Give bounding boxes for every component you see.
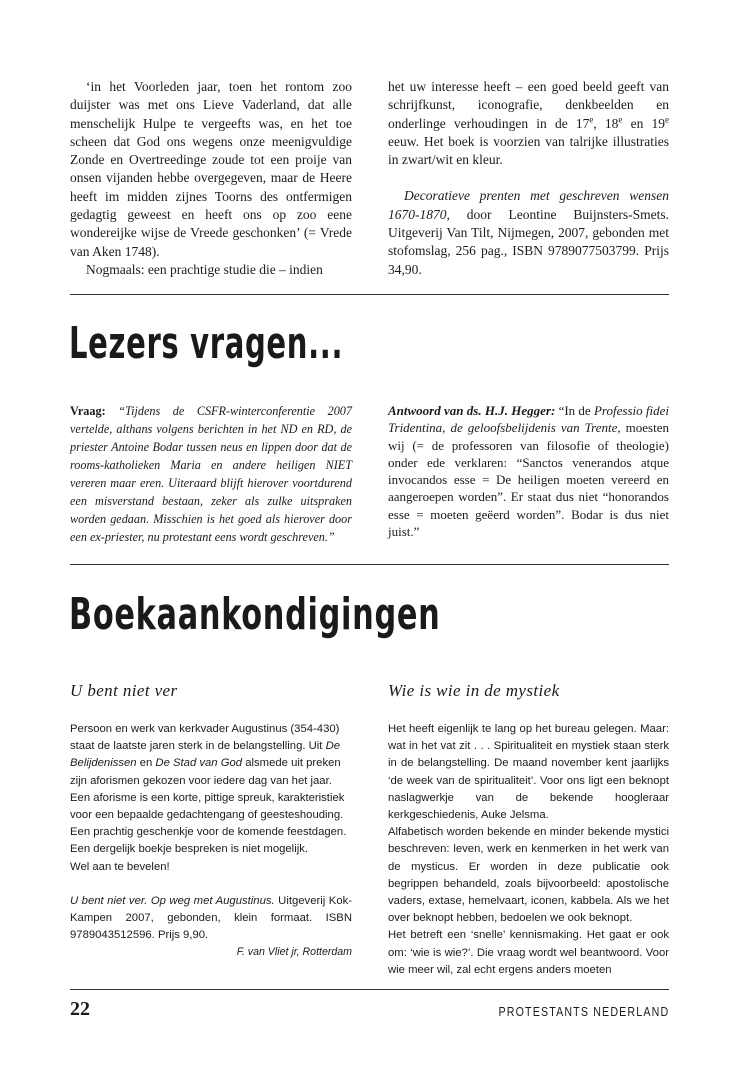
question-text: “Tijdens de CSFR-winterconferentie 2007 vertelde, althans volgens berichten in het ND en RD, de priester Antoine Bodar tussen neus en lippen door dat de rooms-katholieken Maria en andere heiligen NIET vereren maar eren. Uiteraard blijft hierover voortdurend een misverstand bestaan, zeker als zulke uitspraken worden gedaan. Misschien is het goed als hierover door een ex-priester, nu protestant eens wordt geschreven.” — [70, 404, 352, 544]
review-left — [70, 721, 352, 962]
publication-name: PROTESTANTS NEDERLAND — [498, 1004, 669, 1019]
review-title-right: Wie is wie in de mystiek — [388, 681, 560, 700]
section-divider — [70, 294, 669, 295]
reader-question — [70, 402, 352, 546]
top-article-right-column — [388, 78, 669, 279]
reader-answer: Antwoord van ds. H.J. Hegger: “In de Professio fidei Tridentina, de geloofsbelijdenis van Trente, moesten wij (= de professoren van filosofie of theologie) onder ede verklaren: “Sanctos venerandos atque invocandos esse = De heiligen moeten vereerd en aangeroepen worden”. Er staat dus niet “honorandos esse = moeten geëerd worden”. Bodar is dus niet juist.” — [388, 403, 670, 540]
review-paragraph: Alfabetisch worden bekende en minder bekende mystici beschreven: leven, werk en kenmerken in het werk van de mysticus. Er worden in deze publicatie ook begrippen behandeld, zoals bijvoorbeeld: apostolische vaders, extase, hemelvaart, iconen, kabbela. Als we het over beknopt hebben, bedoelen we ook beknopt. — [388, 826, 669, 925]
section-divider — [70, 564, 669, 565]
book-title: U bent niet ver. Op weg met Augustinus. — [70, 894, 275, 907]
description-paragraph: het uw interesse heeft – een goed beeld geeft van schrijfkunst, iconografie, denkbeelden en onderlinge verhoudingen in de 17e, 18e en 19e eeuw. Het boek is voorzien van talrijke illustraties in zwart/wit en kleur. — [388, 79, 669, 168]
continuation-paragraph: Nogmaals: een prachtige studie die – indien — [86, 261, 323, 277]
review-paragraph: Wel aan te bevelen! — [70, 860, 170, 873]
answer-label: Antwoord van ds. H.J. Hegger: — [388, 403, 556, 418]
review-paragraph: Persoon en werk van kerkvader Augustinus (354-430) staat de laatste jaren sterk in de belangstelling. Uit De Belijdenissen en De Stad van God alsmede uit preken zijn aforismen gekozen voor iedere dag van het jaar. — [70, 723, 341, 787]
section-heading-boekaankondigingen: Boekaankondigingen — [69, 589, 441, 640]
review-paragraph: Het betreft een ‘snelle’ kennismaking. Het gaat er ook om: ‘wie is wie?’. Die vraag wordt wel beantwoord. Voor wie meer wil, zal echt ergens anders moeten — [388, 929, 669, 976]
book-reference: Decoratieve prenten met geschreven wensen 1670-1870, door Leontine Buijnsters-Smets. Uitgeverij Van Tilt, Nijmegen, 2007, gebonden met stofomslag, 256 pag., ISBN 9789077503799. Prijs 34,90. — [388, 188, 669, 277]
review-paragraph: Het heeft eigenlijk te lang op het bureau gelegen. Maar: wat in het vat zit . . . Spiritualiteit en mystiek staan sterk in de belangstelling. De maand november kent jaarlijks ‘de week van de spiritualiteit’. Voor ons ligt een beknopt naslagwerkje van de bekende hoogleraar kerkgeschiedenis, Auke Jelsma. — [388, 723, 669, 822]
top-article-left-column — [70, 78, 352, 279]
review-title-left: U bent niet ver — [70, 681, 178, 700]
quote-paragraph: ‘in het Voorleden jaar, toen het rontom zoo duijster was met ons Lieve Vaderland, dat alle menschelijk Hulpe te vergeefts was, en het toe scheen dat God ons wegens onze meenigvuldige Zonde en Overtreedinge zoude tot een proije van onsen vijanden hebbe overgegeven, maar de Heere heeft im midden zijnes Toorns des ontfermigen gedagtig geweest en heeft ons op zoo eene wondereijke wijse de Vreede geschonken’ (= Vrede van Aken 1748). — [70, 79, 352, 259]
review-right — [388, 721, 669, 979]
book-title: Decoratieve prenten met geschreven wensen 1670-1870, — [388, 188, 669, 222]
reviewer-signature: F. van Vliet jr, Rotterdam — [236, 946, 352, 959]
book-reference: U bent niet ver. Op weg met Augustinus. Uitgeverij Kok-Kampen 2007, gebonden, klein formaat. ISBN 9789043512596. Prijs 9,90. — [70, 894, 353, 942]
question-label: Vraag: — [70, 404, 106, 418]
review-paragraph: Een aforisme is een korte, pittige spreuk, karakteristiek voor een bepaalde gedachtengang of geesteshouding. Een prachtig geschenkje voor de komende feestdagen. Een dergelijk boekje bespreken is niet mogelijk. — [70, 791, 347, 856]
footer-rule — [70, 989, 669, 990]
section-heading-lezers: Lezers vragen... — [69, 318, 344, 369]
page-number: 22 — [70, 998, 90, 1020]
answer-source: Professio fidei Tridentina, de geloofsbelijdenis van Trente, — [388, 403, 669, 436]
